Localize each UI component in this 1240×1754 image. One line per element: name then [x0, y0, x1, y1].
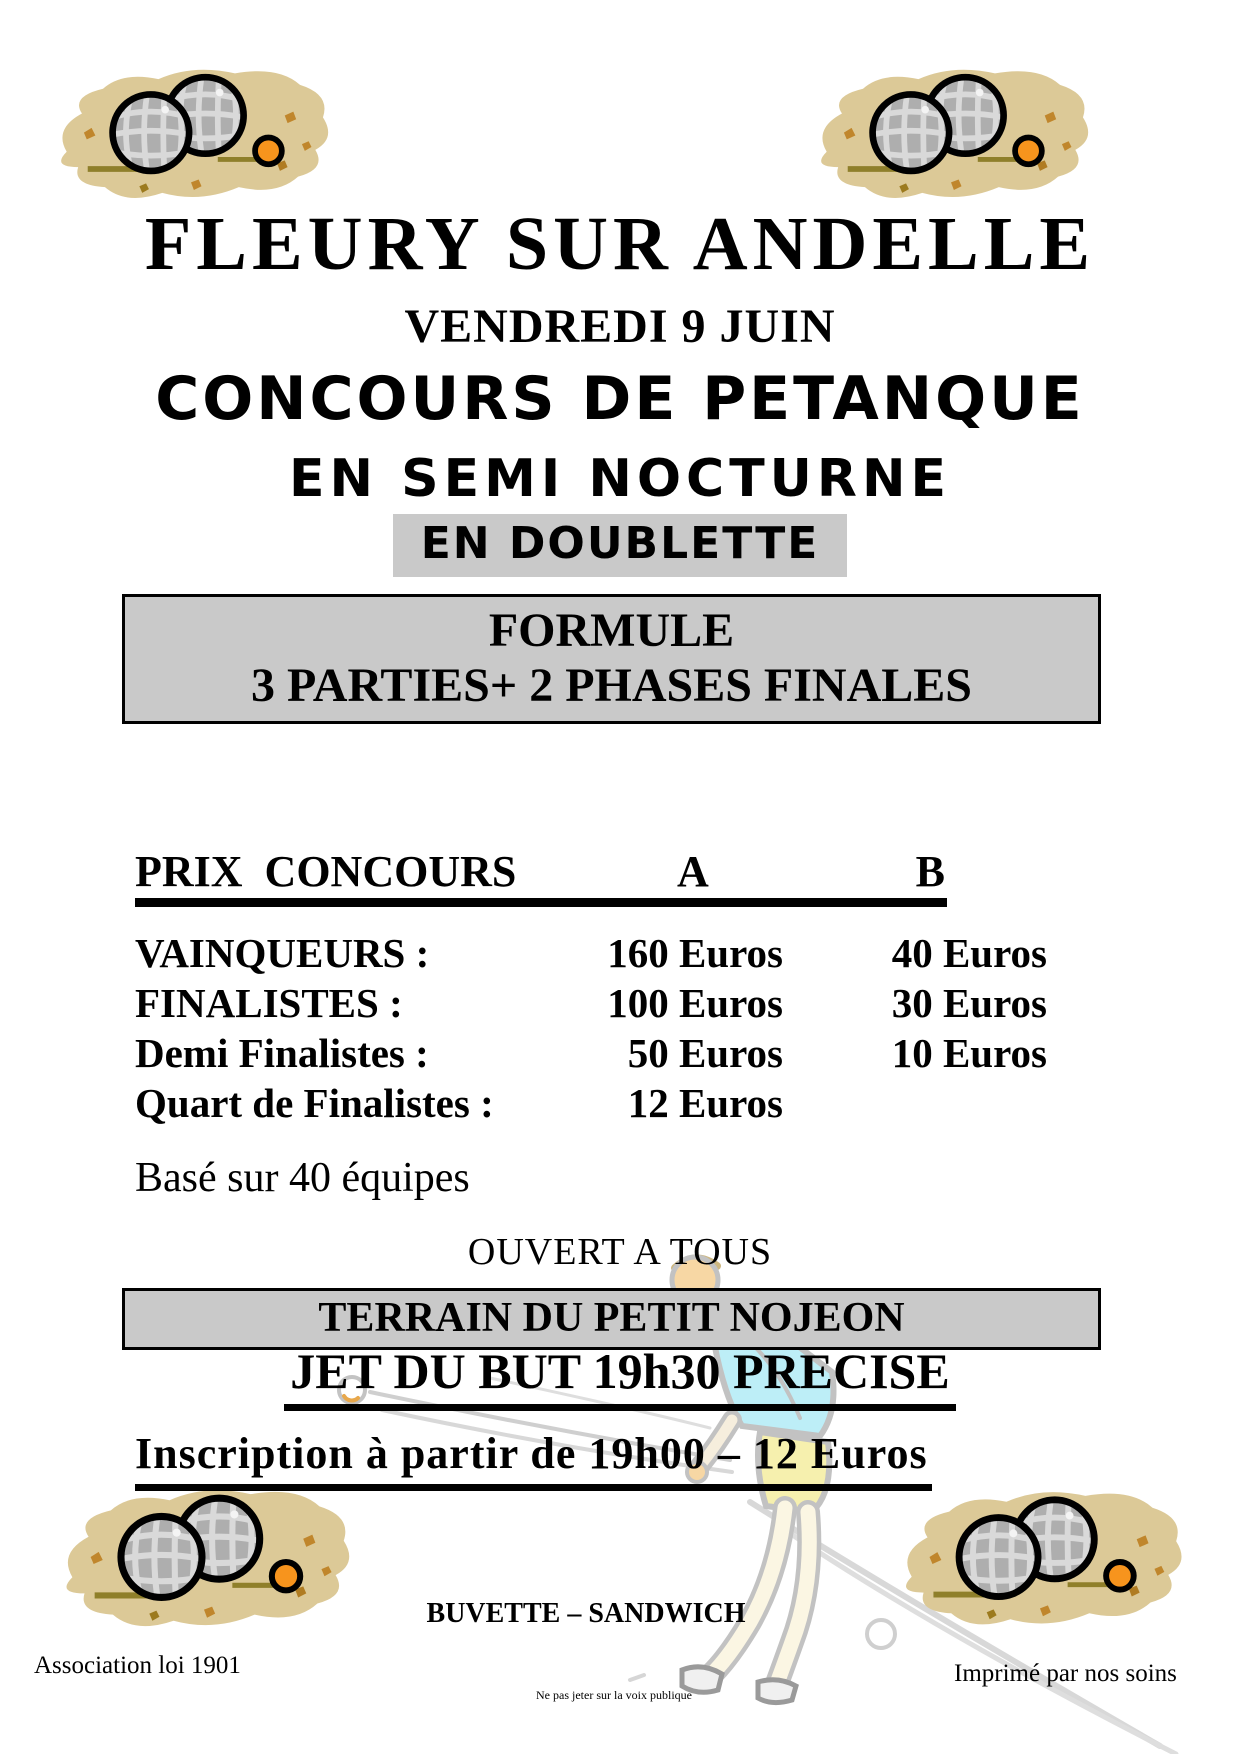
prize-rank-label: FINALISTES :: [135, 980, 403, 1026]
legal-notice: Ne pas jeter sur la voix publique: [536, 1688, 692, 1702]
event-subtitle: EN SEMI NOCTURNE: [289, 449, 951, 509]
prize-rank-label: VAINQUEURS :: [135, 930, 430, 976]
formule-heading: FORMULE: [488, 604, 735, 657]
prize-amount-a: 12 Euros: [627, 1080, 783, 1126]
table-row: [135, 928, 1047, 978]
event-format-highlight: EN DOUBLETTE: [393, 514, 848, 577]
printed-by-note: Imprimé par nos soins: [954, 1660, 1177, 1687]
prize-amount-a: 160 Euros: [607, 930, 783, 976]
throw-time-line-wrap: [0, 1342, 1240, 1411]
prize-table: [135, 928, 1047, 1128]
prize-column-b-label: B: [915, 847, 945, 896]
prize-rank-label: Demi Finalistes :: [135, 1030, 429, 1076]
table-row: [135, 1078, 1047, 1128]
team-basis-note: Basé sur 40 équipes: [135, 1155, 470, 1201]
refreshments-line: BUVETTE – SANDWICH: [426, 1598, 746, 1629]
table-row: [135, 978, 1047, 1028]
venue-name: TERRAIN DU PETIT NOJEON: [318, 1295, 905, 1341]
venue-box: [122, 1288, 1101, 1350]
prize-column-a-label: A: [677, 847, 709, 896]
open-to-all-line: OUVERT A TOUS: [467, 1231, 773, 1273]
prize-table-header: [135, 846, 947, 907]
registration-line: Inscription à partir de 19h00 – 12 Euros: [135, 1428, 932, 1491]
prize-rank-label: Quart de Finalistes :: [135, 1080, 494, 1126]
event-format-wrap: [0, 514, 1240, 577]
prize-heading: PRIX CONCOURS: [135, 847, 517, 896]
prize-amount-b: 40 Euros: [891, 930, 1047, 976]
formule-detail: 3 PARTIES+ 2 PHASES FINALES: [251, 659, 972, 712]
registration-line-wrap: [135, 1428, 932, 1491]
event-name: CONCOURS DE PETANQUE: [155, 364, 1085, 434]
prize-amount-a: 50 Euros: [627, 1030, 783, 1076]
petanque-boules-clipart-top-right: [798, 60, 1104, 213]
prize-amount-b: 30 Euros: [891, 980, 1047, 1026]
association-note: Association loi 1901: [34, 1652, 241, 1679]
event-date: VENDREDI 9 JUIN: [404, 300, 836, 353]
prize-amount-b: [783, 1078, 1047, 1128]
petanque-boules-clipart-top-left: [38, 60, 344, 213]
formule-box: [122, 594, 1101, 724]
throw-time-line: JET DU BUT 19h30 PRECISE: [284, 1342, 955, 1411]
prize-amount-a: 100 Euros: [607, 980, 783, 1026]
poster-title: FLEURY SUR ANDELLE: [144, 202, 1096, 286]
prize-amount-b: 10 Euros: [891, 1030, 1047, 1076]
table-row: [135, 1028, 1047, 1078]
